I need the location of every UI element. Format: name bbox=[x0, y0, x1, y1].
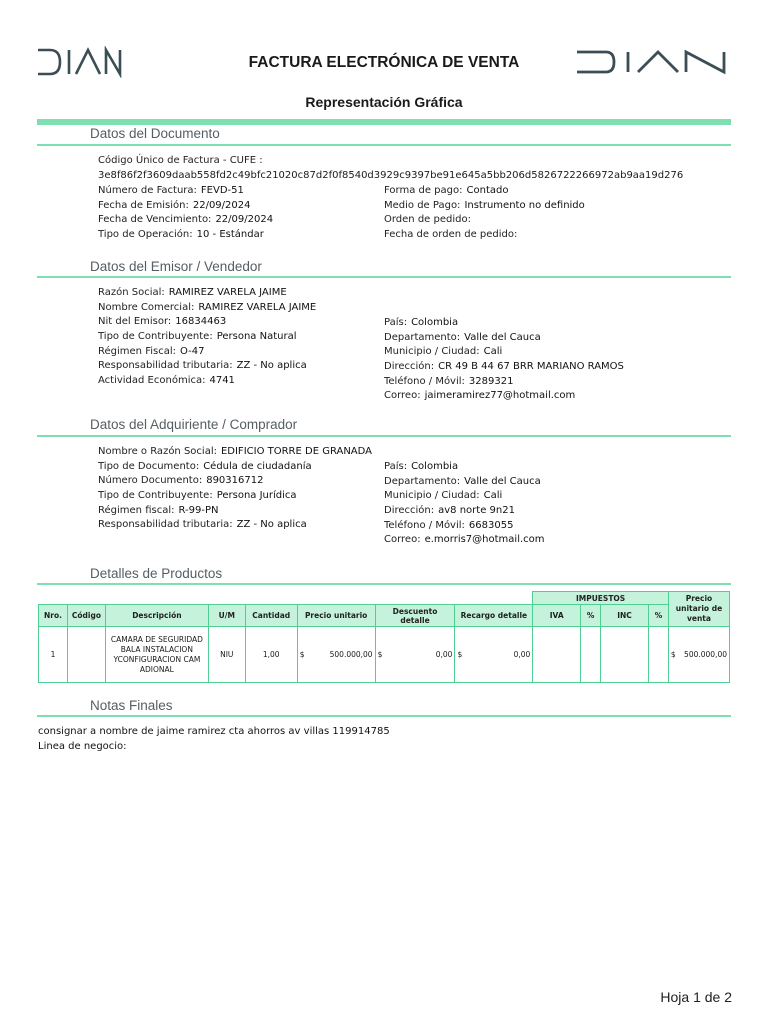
field-value: 6683055 bbox=[468, 519, 514, 531]
column-header: IVA bbox=[533, 605, 581, 627]
table-spacer bbox=[39, 592, 533, 605]
cell-codigo bbox=[67, 627, 105, 683]
field-row bbox=[384, 533, 545, 548]
currency-symbol: $ bbox=[377, 650, 383, 659]
field-value: Cédula de ciudadanía bbox=[203, 460, 312, 472]
field-row bbox=[98, 474, 372, 489]
field-value: Instrumento no definido bbox=[464, 199, 585, 211]
cell-nro: 1 bbox=[39, 627, 68, 683]
field-label: Razón Social: bbox=[98, 287, 165, 298]
cell-precio-unitario-wrap bbox=[300, 650, 373, 659]
currency-symbol: $ bbox=[670, 650, 676, 659]
section-rule-productos bbox=[37, 583, 731, 585]
field-label: Responsabilidad tributaria: bbox=[98, 360, 233, 372]
field-label: Régimen fiscal: bbox=[98, 504, 175, 516]
field-value: 22/09/2024 bbox=[192, 199, 251, 211]
adquiriente-right-column bbox=[384, 460, 545, 548]
field-label: Tipo de Documento: bbox=[98, 460, 200, 472]
cell-descuento-wrap bbox=[378, 650, 453, 659]
section-title-productos: Detalles de Productos bbox=[90, 566, 223, 581]
column-header: Nro. bbox=[39, 605, 68, 627]
dian-logo-left-mark bbox=[36, 46, 122, 78]
section-rule-documento bbox=[37, 144, 731, 146]
cell-recargo-wrap bbox=[457, 650, 530, 659]
field-value: RAMIREZ VARELA JAIME bbox=[168, 287, 287, 298]
field-row bbox=[98, 301, 316, 316]
field-label: Fecha de orden de pedido: bbox=[384, 229, 518, 241]
field-row bbox=[98, 345, 316, 360]
field-row bbox=[384, 519, 545, 534]
field-row bbox=[384, 345, 624, 360]
field-row bbox=[384, 375, 624, 390]
field-row bbox=[384, 199, 585, 214]
precio-venta-header: Precio unitario de venta bbox=[668, 592, 729, 627]
field-row bbox=[384, 460, 545, 475]
field-row bbox=[98, 460, 372, 475]
field-label: Forma de pago: bbox=[384, 185, 463, 196]
field-label: Departamento: bbox=[384, 331, 461, 343]
field-label: Fecha de Vencimiento: bbox=[98, 214, 212, 226]
field-label: Número de Factura: bbox=[98, 185, 197, 196]
field-value: Valle del Cauca bbox=[464, 475, 541, 487]
adquiriente-left-column bbox=[98, 445, 372, 533]
column-header: Descuento detalle bbox=[375, 605, 455, 627]
field-value: O-47 bbox=[179, 345, 205, 357]
cufe-value: 3e8f86f2f3609daab558fd2c49bfc21020c87d2f0f8540d3929c9397be91e645a5bb206d5826722266972ab9aa19d276 bbox=[98, 170, 684, 181]
cell-descuento bbox=[375, 627, 455, 683]
field-value: EDIFICIO TORRE DE GRANADA bbox=[220, 446, 373, 457]
section-title-notas: Notas Finales bbox=[90, 698, 173, 713]
column-header: U/M bbox=[208, 605, 245, 627]
field-value: av8 norte 9n21 bbox=[438, 505, 515, 517]
currency-symbol: $ bbox=[457, 650, 463, 659]
documento-left-column bbox=[98, 184, 273, 243]
field-row bbox=[384, 360, 624, 375]
field-row bbox=[98, 228, 273, 243]
field-label: Teléfono / Móvil: bbox=[384, 519, 465, 531]
cell-precio-unitario-value: 500.000,00 bbox=[329, 650, 373, 659]
section-rule-adquiriente bbox=[37, 435, 731, 437]
field-value: jaimeramirez77@hotmail.com bbox=[424, 390, 576, 402]
cell-inc-pct bbox=[648, 627, 668, 683]
notas-line-1: consignar a nombre de jaime ramirez cta ahorros av villas 119914785 bbox=[38, 726, 390, 737]
field-value: Valle del Cauca bbox=[464, 331, 541, 343]
column-header: % bbox=[581, 605, 601, 627]
document-title: FACTURA ELECTRÓNICA DE VENTA bbox=[248, 54, 520, 71]
cell-precio-venta bbox=[668, 627, 729, 683]
section-title-adquiriente: Datos del Adquiriente / Comprador bbox=[90, 417, 298, 432]
section-title-emisor: Datos del Emisor / Vendedor bbox=[90, 259, 262, 274]
field-row bbox=[384, 228, 585, 243]
column-header: % bbox=[648, 605, 668, 627]
field-label: Nombre o Razón Social: bbox=[98, 446, 217, 457]
field-row bbox=[384, 316, 624, 331]
field-row bbox=[384, 331, 624, 346]
field-row bbox=[384, 213, 585, 228]
field-row bbox=[98, 199, 273, 214]
field-label: Nombre Comercial: bbox=[98, 301, 195, 313]
field-label: Actividad Económica: bbox=[98, 375, 206, 387]
column-header: INC bbox=[601, 605, 649, 627]
cell-descuento-value: 0,00 bbox=[435, 650, 453, 659]
field-label: Correo: bbox=[384, 390, 421, 402]
table-header-row bbox=[39, 605, 730, 627]
section-title-documento: Datos del Documento bbox=[90, 126, 220, 141]
field-label: Teléfono / Móvil: bbox=[384, 375, 465, 387]
field-row bbox=[98, 184, 273, 199]
section-rule-notas bbox=[37, 715, 731, 717]
field-label: Tipo de Operación: bbox=[98, 229, 193, 241]
field-row bbox=[98, 359, 316, 374]
emisor-right-column bbox=[384, 316, 624, 404]
page-number: Hoja 1 de 2 bbox=[660, 989, 732, 1005]
field-label: Correo: bbox=[384, 534, 421, 546]
column-header: Cantidad bbox=[245, 605, 297, 627]
field-value: 22/09/2024 bbox=[215, 214, 274, 226]
cell-precio-venta-value: 500.000,00 bbox=[684, 650, 727, 659]
field-row bbox=[98, 213, 273, 228]
cell-precio-unitario bbox=[297, 627, 375, 683]
currency-symbol: $ bbox=[299, 650, 305, 659]
field-value: Cali bbox=[483, 490, 503, 502]
field-label: Tipo de Contribuyente: bbox=[98, 490, 213, 502]
field-value: 10 - Estándar bbox=[196, 229, 264, 241]
field-label: Número Documento: bbox=[98, 475, 203, 487]
field-label: Nit del Emisor: bbox=[98, 316, 172, 328]
field-value: FEVD-51 bbox=[200, 185, 244, 196]
field-label: Tipo de Contribuyente: bbox=[98, 331, 213, 343]
field-row bbox=[384, 475, 545, 490]
field-value: Persona Jurídica bbox=[216, 490, 297, 502]
cell-iva bbox=[533, 627, 581, 683]
field-row bbox=[98, 286, 316, 301]
field-label: Fecha de Emisión: bbox=[98, 199, 189, 211]
field-row bbox=[384, 504, 545, 519]
cell-um: NIU bbox=[208, 627, 245, 683]
field-label: Responsabilidad tributaria: bbox=[98, 519, 233, 531]
field-label: País: bbox=[384, 317, 408, 328]
field-label: Medio de Pago: bbox=[384, 199, 461, 211]
field-row bbox=[98, 489, 372, 504]
field-label: Departamento: bbox=[384, 475, 461, 487]
cufe-label-text: Código Único de Factura - CUFE : bbox=[98, 155, 263, 166]
field-label: Municipio / Ciudad: bbox=[384, 490, 480, 502]
field-value: ZZ - No aplica bbox=[236, 360, 307, 372]
table-row bbox=[39, 627, 730, 683]
field-label: Orden de pedido: bbox=[384, 214, 471, 226]
column-header: Precio unitario bbox=[297, 605, 375, 627]
field-label: Dirección: bbox=[384, 505, 435, 517]
document-subtitle: Representación Gráfica bbox=[305, 94, 463, 110]
column-header: Recargo detalle bbox=[455, 605, 533, 627]
field-label: Municipio / Ciudad: bbox=[384, 346, 480, 358]
field-value: RAMIREZ VARELA JAIME bbox=[198, 301, 317, 313]
field-value: Cali bbox=[483, 346, 503, 358]
field-label: Régimen Fiscal: bbox=[98, 345, 176, 357]
field-label: Dirección: bbox=[384, 361, 435, 373]
cell-cantidad: 1,00 bbox=[245, 627, 297, 683]
field-value: 16834463 bbox=[175, 316, 227, 328]
field-row bbox=[98, 504, 372, 519]
field-row bbox=[384, 184, 585, 199]
field-row bbox=[384, 489, 545, 504]
documento-right-column bbox=[384, 184, 585, 243]
section-rule-emisor bbox=[37, 276, 731, 278]
dian-logo-left bbox=[36, 46, 126, 80]
emisor-left-column bbox=[98, 286, 316, 389]
cell-precio-venta-wrap bbox=[671, 650, 727, 659]
cell-descripcion: CAMARA DE SEGURIDAD BALA INSTALACION YCONFIGURACION CAM ADIONAL bbox=[105, 627, 208, 683]
field-row bbox=[98, 374, 316, 389]
products-table bbox=[38, 591, 730, 683]
field-row bbox=[98, 330, 316, 345]
cell-recargo bbox=[455, 627, 533, 683]
cell-iva-pct bbox=[581, 627, 601, 683]
field-row bbox=[384, 389, 624, 404]
field-value: ZZ - No aplica bbox=[236, 519, 307, 531]
field-row bbox=[98, 445, 372, 460]
field-value: Persona Natural bbox=[216, 331, 297, 343]
cell-recargo-value: 0,00 bbox=[513, 650, 531, 659]
notas-line-2: Linea de negocio: bbox=[38, 741, 127, 752]
field-value: Contado bbox=[466, 185, 509, 196]
field-value: 4741 bbox=[209, 375, 235, 387]
field-value: Colombia bbox=[411, 317, 459, 328]
top-accent-bar bbox=[37, 119, 731, 125]
field-row bbox=[98, 518, 372, 533]
table-body bbox=[39, 627, 730, 683]
cell-inc bbox=[601, 627, 649, 683]
column-header: Descripción bbox=[105, 605, 208, 627]
field-value: CR 49 B 44 67 BRR MARIANO RAMOS bbox=[438, 361, 624, 373]
field-value: Colombia bbox=[411, 461, 459, 472]
column-header: Código bbox=[67, 605, 105, 627]
field-value: 3289321 bbox=[468, 375, 514, 387]
field-label: País: bbox=[384, 461, 408, 472]
impuestos-header: IMPUESTOS bbox=[533, 592, 669, 605]
field-value: R-99-PN bbox=[178, 504, 219, 516]
field-row bbox=[98, 315, 316, 330]
field-value: e.morris7@hotmail.com bbox=[424, 534, 545, 546]
cufe-label bbox=[98, 155, 263, 166]
field-value: 890316712 bbox=[206, 475, 264, 487]
